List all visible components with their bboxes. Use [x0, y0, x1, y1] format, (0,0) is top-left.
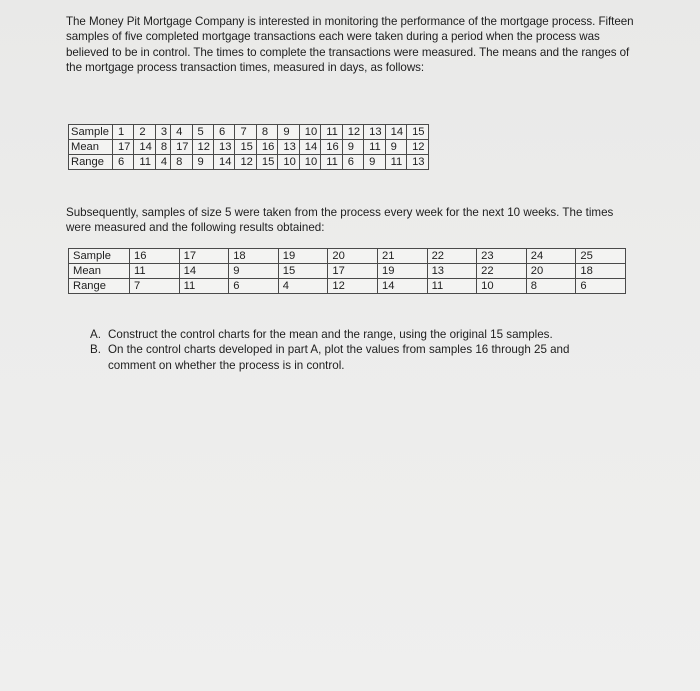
table-cell: 9: [364, 155, 385, 170]
table-cell: 11: [385, 155, 406, 170]
table-cell: 10: [477, 279, 527, 294]
table-cell: 24: [526, 249, 576, 264]
table-cell: 12: [192, 140, 213, 155]
row-label-sample: Sample: [69, 125, 113, 140]
table-cell: 22: [477, 264, 527, 279]
table-cell: 9: [342, 140, 363, 155]
question-list: [90, 327, 610, 373]
table-row: [69, 155, 429, 170]
table-cell: 10: [278, 155, 299, 170]
table-cell: 13: [364, 125, 385, 140]
table-cell: 15: [256, 155, 277, 170]
question-letter: B.: [90, 343, 101, 357]
row-label-mean: Mean: [69, 264, 130, 279]
intro-text: The Money Pit Mortgage Company is interested in monitoring the performance of the mortgage process. Fifteen samples of five completed mortgage transactions each were taken during a period when the process was believed to be in control. The times to complete the transactions were measured. The means and the ranges of the mortgage process transaction times, measured in days, as follows:: [66, 15, 634, 75]
table-cell: 14: [385, 125, 406, 140]
table-row: [69, 264, 626, 279]
table-cell: 10: [299, 125, 320, 140]
table-cell: 7: [235, 125, 256, 140]
table-cell: 10: [299, 155, 320, 170]
question-text: Construct the control charts for the mean and the range, using the original 15 samples.: [108, 328, 553, 341]
subsequent-paragraph: [66, 205, 626, 236]
question-letter: A.: [90, 328, 101, 341]
table-cell: 11: [130, 264, 180, 279]
table-row: [69, 279, 626, 294]
table-cell: 2: [134, 125, 155, 140]
table-cell: 9: [229, 264, 279, 279]
table-cell: 19: [278, 249, 328, 264]
table-cell: 20: [526, 264, 576, 279]
row-label-range: Range: [69, 279, 130, 294]
table-cell: 12: [407, 140, 428, 155]
table-cell: 17: [112, 140, 133, 155]
table-cell: 11: [321, 125, 342, 140]
table-cell: 25: [576, 249, 626, 264]
table-cell: 4: [171, 125, 192, 140]
table-cell: 6: [229, 279, 279, 294]
table-row: [69, 140, 429, 155]
table-cell: 6: [213, 125, 234, 140]
table-cell: 22: [427, 249, 477, 264]
question-a: [90, 327, 610, 342]
table-cell: 14: [134, 140, 155, 155]
table-cell: 11: [321, 155, 342, 170]
table-cell: 17: [179, 249, 229, 264]
table-cell: 8: [256, 125, 277, 140]
table-cell: 12: [328, 279, 378, 294]
table-cell: 14: [213, 155, 234, 170]
table-cell: 3: [155, 125, 170, 140]
table-cell: 20: [328, 249, 378, 264]
table-cell: 18: [576, 264, 626, 279]
table-cell: 13: [407, 155, 428, 170]
question-b: [90, 342, 610, 373]
table-cell: 6: [112, 155, 133, 170]
table-row: [69, 125, 429, 140]
table-cell: 7: [130, 279, 180, 294]
table-cell: 8: [155, 140, 170, 155]
original-samples-table: [68, 124, 429, 170]
table-cell: 9: [192, 155, 213, 170]
table-cell: 13: [427, 264, 477, 279]
subsequent-text: Subsequently, samples of size 5 were taken from the process every week for the next 10 weeks. The times were measured and the following results obtained:: [66, 206, 614, 235]
table-cell: 12: [342, 125, 363, 140]
table-cell: 13: [213, 140, 234, 155]
table-cell: 9: [278, 125, 299, 140]
question-text: On the control charts developed in part A, plot the values from samples 16 through 25 and comment on whether the process is in control.: [108, 343, 570, 372]
new-samples-table: [68, 248, 626, 294]
table-cell: 12: [235, 155, 256, 170]
table-cell: 16: [130, 249, 180, 264]
table-cell: 8: [526, 279, 576, 294]
table-cell: 14: [299, 140, 320, 155]
table-cell: 21: [377, 249, 427, 264]
table-cell: 11: [179, 279, 229, 294]
row-label-mean: Mean: [69, 140, 113, 155]
table-cell: 19: [377, 264, 427, 279]
table-cell: 4: [278, 279, 328, 294]
table-cell: 11: [134, 155, 155, 170]
intro-paragraph: [66, 14, 641, 76]
table-cell: 8: [171, 155, 192, 170]
table-cell: 13: [278, 140, 299, 155]
table-cell: 6: [576, 279, 626, 294]
table-cell: 11: [364, 140, 385, 155]
table-cell: 23: [477, 249, 527, 264]
table-cell: 14: [179, 264, 229, 279]
table-cell: 1: [112, 125, 133, 140]
table-cell: 14: [377, 279, 427, 294]
table-cell: 5: [192, 125, 213, 140]
row-label-sample: Sample: [69, 249, 130, 264]
table-cell: 4: [155, 155, 170, 170]
table-cell: 11: [427, 279, 477, 294]
table-cell: 16: [321, 140, 342, 155]
table-cell: 6: [342, 155, 363, 170]
table-cell: 15: [235, 140, 256, 155]
table-row: [69, 249, 626, 264]
row-label-range: Range: [69, 155, 113, 170]
table-cell: 15: [407, 125, 428, 140]
table-cell: 17: [328, 264, 378, 279]
table-cell: 16: [256, 140, 277, 155]
table-cell: 17: [171, 140, 192, 155]
table-cell: 15: [278, 264, 328, 279]
table-cell: 9: [385, 140, 406, 155]
table-cell: 18: [229, 249, 279, 264]
